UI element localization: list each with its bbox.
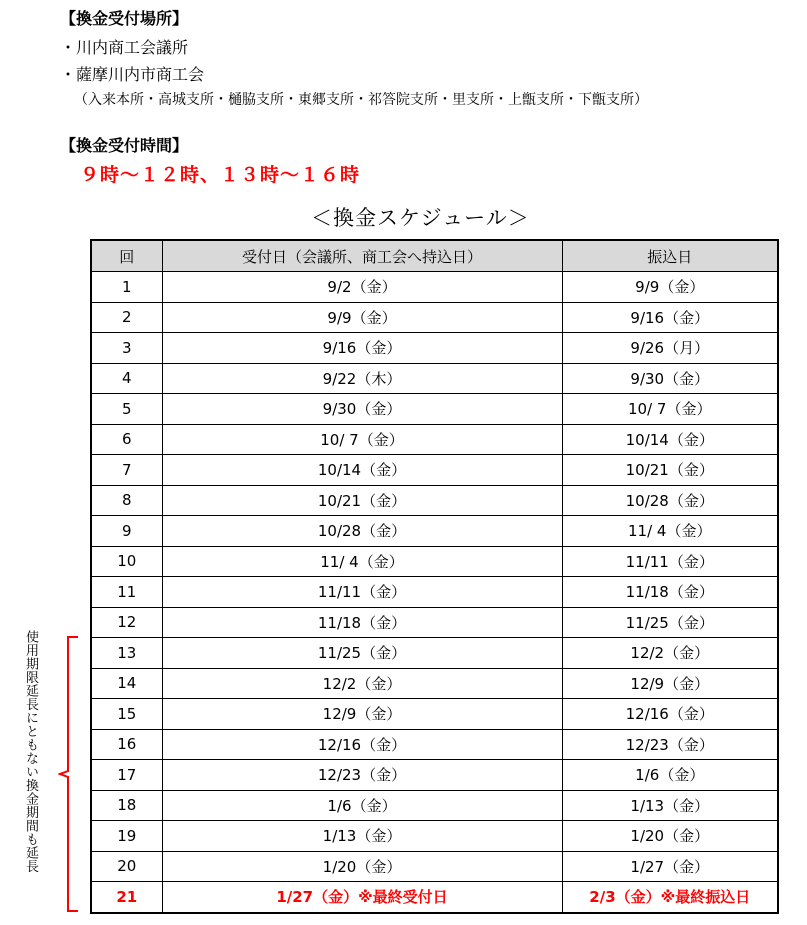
cell-transfer-date: 1/27（金） <box>562 851 778 882</box>
cell-round: 7 <box>91 455 162 486</box>
cell-receipt-date: 9/30（金） <box>162 394 562 425</box>
cell-round: 4 <box>91 363 162 394</box>
cell-round: 2 <box>91 302 162 333</box>
cell-round: 11 <box>91 577 162 608</box>
location-heading: 【換金受付場所】 <box>60 9 189 28</box>
table-row <box>91 638 778 669</box>
hours-value: ９時～１２時、１３時～１６時 <box>80 164 361 186</box>
header-round: 回 <box>91 240 162 272</box>
cell-transfer-date: 11/ 4（金） <box>562 516 778 547</box>
table-row <box>91 699 778 730</box>
table-row <box>91 577 778 608</box>
cell-transfer-date: 10/21（金） <box>562 455 778 486</box>
cell-transfer-date: 1/20（金） <box>562 821 778 852</box>
table-row <box>91 729 778 760</box>
table-row <box>91 333 778 364</box>
cell-round: 10 <box>91 546 162 577</box>
table-row <box>91 272 778 303</box>
cell-round: 20 <box>91 851 162 882</box>
cell-receipt-date: 10/14（金） <box>162 455 562 486</box>
side-note: 使用期限延長にともない換金期間も延長 <box>23 630 38 873</box>
cell-receipt-date: 9/9（金） <box>162 302 562 333</box>
table-row <box>91 821 778 852</box>
table-row <box>91 851 778 882</box>
cell-receipt-date: 12/16（金） <box>162 729 562 760</box>
cell-transfer-date: 9/26（月） <box>562 333 778 364</box>
table-row <box>91 485 778 516</box>
cell-receipt-date: 9/16（金） <box>162 333 562 364</box>
cell-transfer-date: 9/9（金） <box>562 272 778 303</box>
cell-receipt-date: 11/25（金） <box>162 638 562 669</box>
cell-transfer-date: 10/14（金） <box>562 424 778 455</box>
table-row <box>91 607 778 638</box>
table-row <box>91 455 778 486</box>
cell-transfer-date: 11/25（金） <box>562 607 778 638</box>
header-receipt-date: 受付日（会議所、商工会へ持込日） <box>162 240 562 272</box>
cell-round: 21 <box>91 882 162 913</box>
cell-receipt-date: 9/2（金） <box>162 272 562 303</box>
cell-round: 13 <box>91 638 162 669</box>
table-row <box>91 546 778 577</box>
cell-transfer-date: 12/9（金） <box>562 668 778 699</box>
cell-receipt-date: 1/6（金） <box>162 790 562 821</box>
table-row <box>91 760 778 791</box>
cell-receipt-date: 11/18（金） <box>162 607 562 638</box>
cell-receipt-date: 12/9（金） <box>162 699 562 730</box>
cell-round: 1 <box>91 272 162 303</box>
table-row <box>91 394 778 425</box>
table-row <box>91 302 778 333</box>
cell-receipt-date: 10/ 7（金） <box>162 424 562 455</box>
cell-round: 12 <box>91 607 162 638</box>
schedule-header-row <box>91 240 778 272</box>
schedule-body <box>91 272 778 913</box>
cell-transfer-date: 9/16（金） <box>562 302 778 333</box>
cell-round: 14 <box>91 668 162 699</box>
header-transfer-date: 振込日 <box>562 240 778 272</box>
side-bracket <box>58 636 82 912</box>
cell-round: 5 <box>91 394 162 425</box>
location-item-chamber: ・川内商工会議所 <box>60 38 189 57</box>
cell-transfer-date: 12/2（金） <box>562 638 778 669</box>
cell-receipt-date: 1/27（金）※最終受付日 <box>162 882 562 913</box>
cell-receipt-date: 10/21（金） <box>162 485 562 516</box>
cell-round: 15 <box>91 699 162 730</box>
location-item-society: ・薩摩川内市商工会 <box>60 65 205 84</box>
schedule-title: ＜換金スケジュール＞ <box>311 206 530 230</box>
table-row <box>91 882 778 913</box>
cell-transfer-date: 2/3（金）※最終振込日 <box>562 882 778 913</box>
schedule-table <box>90 239 779 914</box>
hours-heading: 【換金受付時間】 <box>60 136 189 155</box>
cell-transfer-date: 12/23（金） <box>562 729 778 760</box>
cell-transfer-date: 9/30（金） <box>562 363 778 394</box>
cell-round: 8 <box>91 485 162 516</box>
cell-round: 3 <box>91 333 162 364</box>
cell-round: 17 <box>91 760 162 791</box>
cell-transfer-date: 11/18（金） <box>562 577 778 608</box>
cell-transfer-date: 1/6（金） <box>562 760 778 791</box>
cell-receipt-date: 12/23（金） <box>162 760 562 791</box>
table-row <box>91 668 778 699</box>
cell-round: 16 <box>91 729 162 760</box>
cell-transfer-date: 1/13（金） <box>562 790 778 821</box>
table-row <box>91 516 778 547</box>
cell-round: 6 <box>91 424 162 455</box>
cell-transfer-date: 10/ 7（金） <box>562 394 778 425</box>
cell-receipt-date: 10/28（金） <box>162 516 562 547</box>
cell-receipt-date: 11/ 4（金） <box>162 546 562 577</box>
table-row <box>91 424 778 455</box>
cell-round: 9 <box>91 516 162 547</box>
cell-receipt-date: 12/2（金） <box>162 668 562 699</box>
cell-round: 18 <box>91 790 162 821</box>
cell-round: 19 <box>91 821 162 852</box>
table-row <box>91 363 778 394</box>
cell-transfer-date: 11/11（金） <box>562 546 778 577</box>
cell-transfer-date: 10/28（金） <box>562 485 778 516</box>
table-row <box>91 790 778 821</box>
cell-receipt-date: 1/20（金） <box>162 851 562 882</box>
location-branches: （入来本所・高城支所・樋脇支所・東郷支所・祁答院支所・里支所・上甑支所・下甑支所） <box>74 92 648 108</box>
cell-transfer-date: 12/16（金） <box>562 699 778 730</box>
cell-receipt-date: 1/13（金） <box>162 821 562 852</box>
cell-receipt-date: 9/22（木） <box>162 363 562 394</box>
cell-receipt-date: 11/11（金） <box>162 577 562 608</box>
